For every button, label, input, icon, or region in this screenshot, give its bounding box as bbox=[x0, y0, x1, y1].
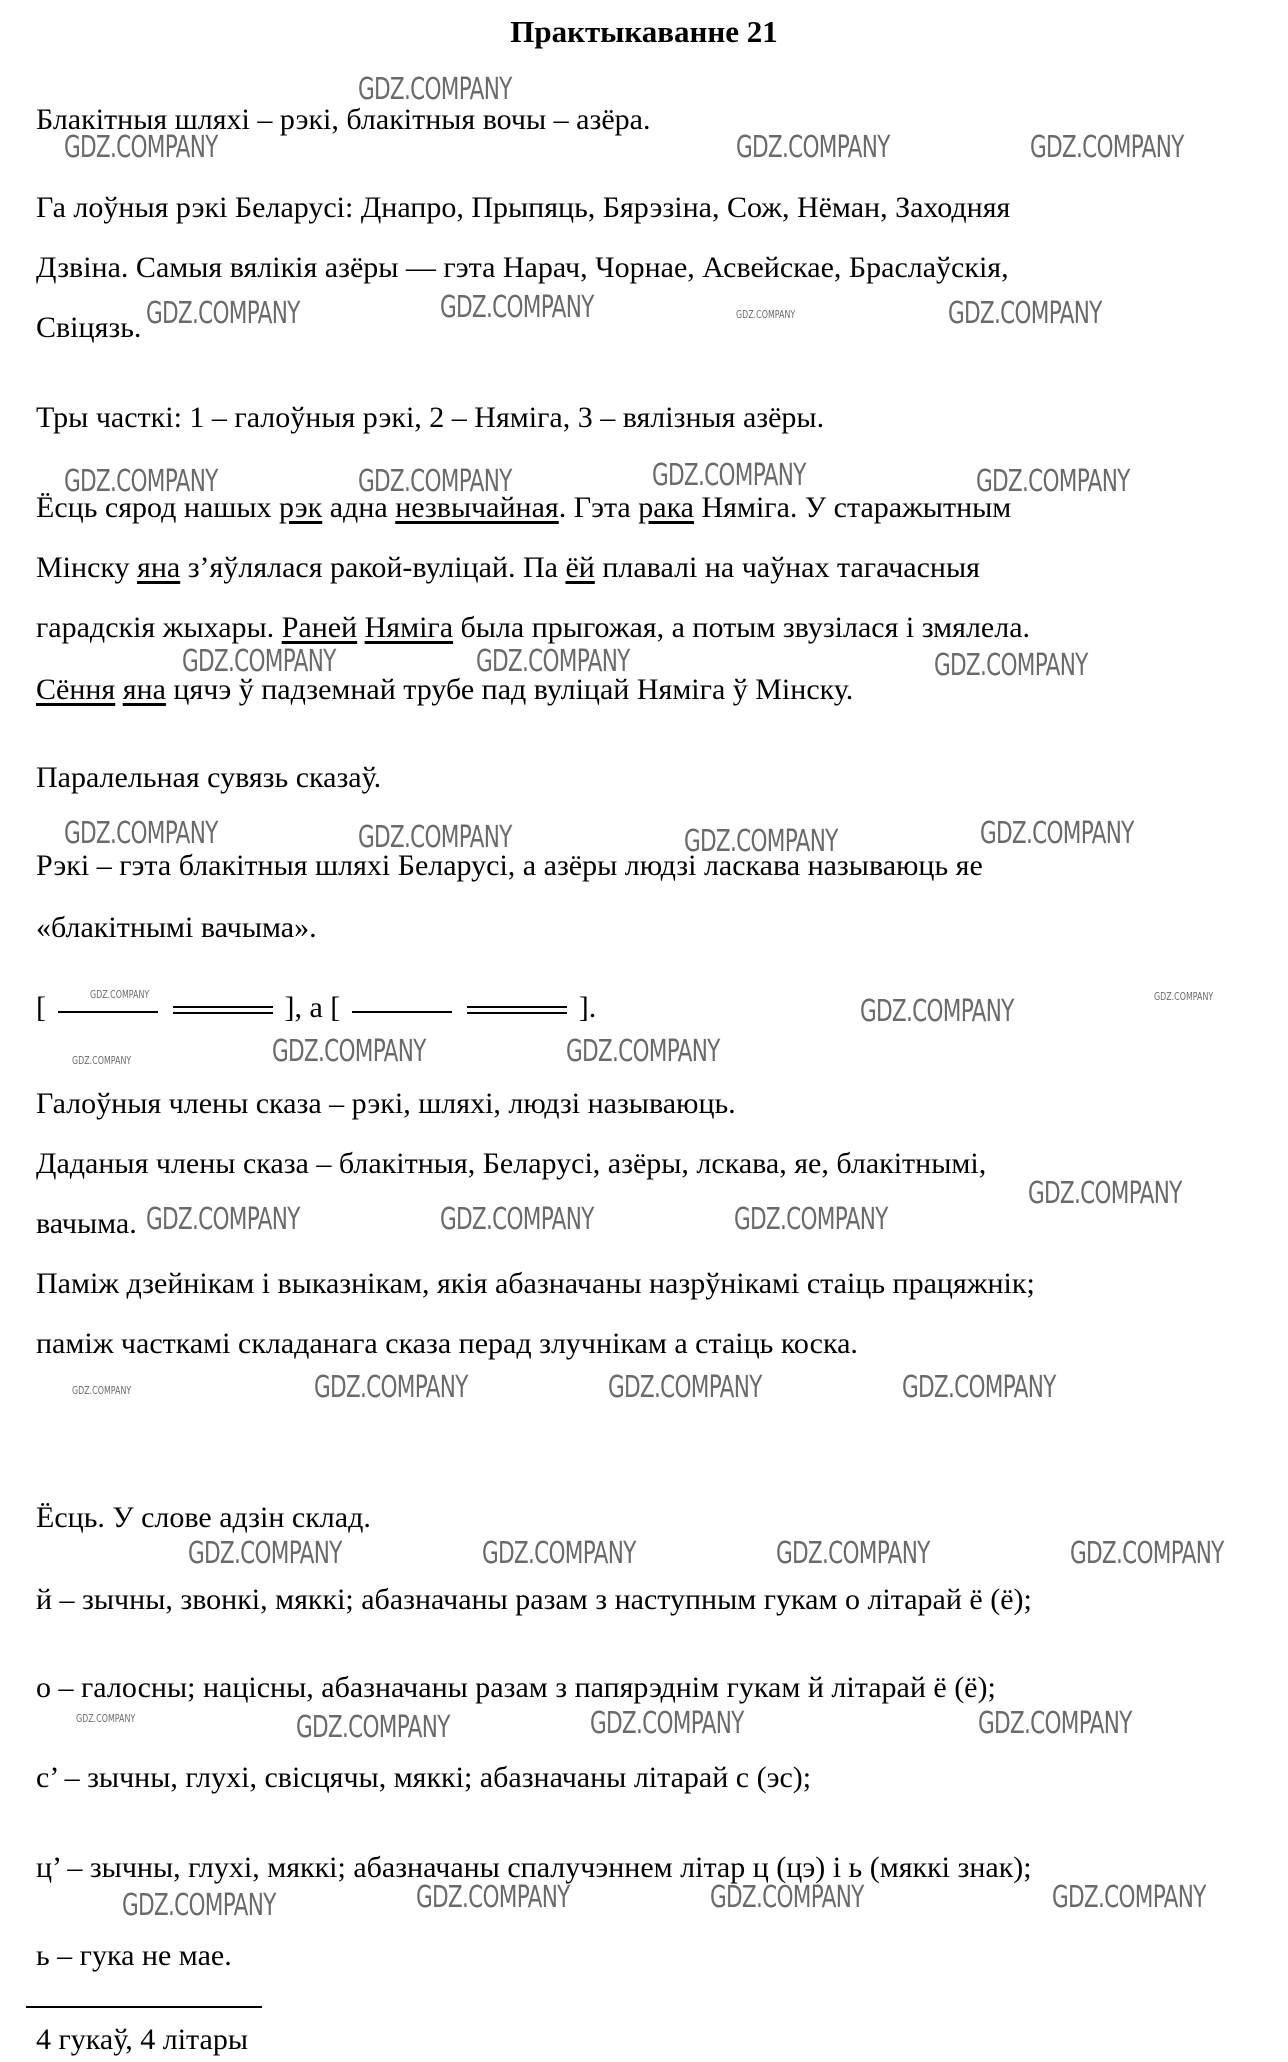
watermark: GDZ.COMPANY bbox=[64, 816, 218, 851]
text-line: Галоўныя члены сказа – рэкі, шляхі, людзі называюць. bbox=[36, 1087, 736, 1120]
watermark: GDZ.COMPANY bbox=[736, 130, 890, 165]
watermark: GDZ.COMPANY bbox=[934, 648, 1088, 683]
watermark: GDZ.COMPANY bbox=[64, 464, 218, 499]
text-line: Паміж дзейнікам і выказнікам, якія абазначаны назрўнікамі стаіць працяжнік; bbox=[36, 1267, 1035, 1300]
text-line: с’ – зычны, глухі, свісцячы, мяккі; абазначаны літарай с (эс); bbox=[36, 1761, 812, 1794]
watermark: GDZ.COMPANY bbox=[146, 296, 300, 331]
watermark: GDZ.COMPANY bbox=[736, 308, 796, 321]
watermark: GDZ.COMPANY bbox=[976, 464, 1130, 499]
underlined-word: рака bbox=[638, 491, 695, 524]
watermark: GDZ.COMPANY bbox=[776, 1536, 930, 1571]
underlined-word: Раней bbox=[281, 611, 358, 644]
watermark: GDZ.COMPANY bbox=[358, 72, 512, 107]
watermark: GDZ.COMPANY bbox=[734, 1202, 888, 1237]
watermark: GDZ.COMPANY bbox=[440, 1202, 594, 1237]
watermark: GDZ.COMPANY bbox=[358, 464, 512, 499]
watermark: GDZ.COMPANY bbox=[608, 1370, 762, 1405]
watermark: GDZ.COMPANY bbox=[476, 644, 630, 679]
text-line: «блакітнымі вачыма». bbox=[36, 911, 317, 944]
watermark: GDZ.COMPANY bbox=[358, 820, 512, 855]
text-line: Га лоўныя рэкі Беларусі: Днапро, Прыпяць, Бярэзіна, Сож, Нёман, Заходняя bbox=[36, 191, 1011, 224]
watermark: GDZ.COMPANY bbox=[684, 824, 838, 859]
watermark: GDZ.COMPANY bbox=[948, 296, 1102, 331]
text-line: Ёсць. У слове адзін склад. bbox=[36, 1501, 371, 1534]
watermark: GDZ.COMPANY bbox=[860, 994, 1014, 1029]
underlined-word: яна bbox=[122, 673, 166, 706]
text-line: о – галосны; націсны, абазначаны разам з папярэднім гукам й літарай ё (ё); bbox=[36, 1671, 996, 1704]
text-line: ц’ – зычны, глухі, мяккі; абазначаны спалучэннем літар ц (цэ) і ь (мяккі знак); bbox=[36, 1851, 1032, 1884]
watermark: GDZ.COMPANY bbox=[652, 458, 806, 493]
subject-line bbox=[352, 1005, 452, 1015]
watermark: GDZ.COMPANY bbox=[590, 1706, 744, 1741]
text-line: гарадскія жыхары. Раней Няміга была прыгожая, а потым звузілася і змялела. bbox=[36, 611, 1031, 644]
text-line: Свіцязь. bbox=[36, 311, 142, 344]
watermark: GDZ.COMPANY bbox=[182, 644, 336, 679]
watermark: GDZ.COMPANY bbox=[1154, 990, 1214, 1003]
watermark: GDZ.COMPANY bbox=[1052, 1880, 1206, 1915]
watermark: GDZ.COMPANY bbox=[72, 1054, 132, 1067]
watermark: GDZ.COMPANY bbox=[710, 1880, 864, 1915]
underlined-word: ёй bbox=[565, 551, 595, 584]
text-line: ь – гука не мае. bbox=[36, 1939, 232, 1972]
text-line: паміж часткамі складанага сказа перад злучнікам а стаіць коска. bbox=[36, 1327, 858, 1360]
predicate-line bbox=[467, 1005, 567, 1015]
text-line: Рэкі – гэта блакітныя шляхі Беларусі, а азёры людзі ласкава называюць яе bbox=[36, 849, 983, 882]
watermark: GDZ.COMPANY bbox=[76, 1712, 136, 1725]
text-line: й – зычны, звонкі, мяккі; абазначаны разам з наступным гукам о літарай ё (ё); bbox=[36, 1583, 1032, 1616]
watermark: GDZ.COMPANY bbox=[122, 1888, 276, 1923]
watermark: GDZ.COMPANY bbox=[416, 1880, 570, 1915]
watermark: GDZ.COMPANY bbox=[146, 1202, 300, 1237]
text-line: Мінску яна з’яўлялася ракой-вуліцай. Па ёй плавалі на чаўнах тагачасныя bbox=[36, 551, 980, 584]
text-line: Тры часткі: 1 – галоўныя рэкі, 2 – Няміга, 3 – вялізныя азёры. bbox=[36, 401, 825, 434]
watermark: GDZ.COMPANY bbox=[272, 1034, 426, 1069]
watermark: GDZ.COMPANY bbox=[188, 1536, 342, 1571]
watermark: GDZ.COMPANY bbox=[296, 1710, 450, 1745]
underlined-word: рэк bbox=[279, 491, 323, 524]
watermark: GDZ.COMPANY bbox=[440, 290, 594, 325]
text-line: Блакітныя шляхі – рэкі, блакітныя вочы – азёра. bbox=[36, 103, 651, 136]
watermark: GDZ.COMPANY bbox=[902, 1370, 1056, 1405]
underlined-word: незвычайная bbox=[395, 491, 559, 524]
watermark: GDZ.COMPANY bbox=[1028, 1176, 1182, 1211]
watermark: GDZ.COMPANY bbox=[980, 816, 1134, 851]
watermark: GDZ.COMPANY bbox=[482, 1536, 636, 1571]
text-line: Паралельная сувязь сказаў. bbox=[36, 761, 382, 794]
watermark: GDZ.COMPANY bbox=[72, 1384, 132, 1397]
text-line: Сёння яна цячэ ў падземнай трубе пад вуліцай Няміга ў Мінску. bbox=[36, 673, 854, 706]
text-line: Ёсць сярод нашых рэк адна незвычайная. Гэта рака Няміга. У старажытным bbox=[36, 491, 1012, 524]
text-line: Даданыя члены сказа – блакітныя, Беларусі, азёры, лскава, яе, блакітнымі, bbox=[36, 1147, 987, 1180]
underlined-word: Няміга bbox=[364, 611, 454, 644]
underlined-word: яна bbox=[137, 551, 181, 584]
watermark: GDZ.COMPANY bbox=[1070, 1536, 1224, 1571]
watermark: GDZ.COMPANY bbox=[566, 1034, 720, 1069]
underlined-word: Сёння bbox=[36, 673, 116, 706]
subject-line bbox=[58, 1005, 158, 1015]
watermark: GDZ.COMPANY bbox=[64, 130, 218, 165]
sentence-scheme: [ ], а [ ]. bbox=[36, 991, 597, 1024]
text-line: вачыма. bbox=[36, 1207, 137, 1240]
watermark: GDZ.COMPANY bbox=[314, 1370, 468, 1405]
watermark: GDZ.COMPANY bbox=[978, 1706, 1132, 1741]
watermark: GDZ.COMPANY bbox=[90, 988, 150, 1001]
watermark: GDZ.COMPANY bbox=[1030, 130, 1184, 165]
predicate-line bbox=[173, 1005, 273, 1015]
text-line: Дзвіна. Самыя вялікія азёры — гэта Нарач, Чорнае, Асвейскае, Браслаўскія, bbox=[36, 251, 1009, 284]
footnote-rule bbox=[26, 2006, 262, 2008]
footnote: 4 гукаў, 4 літары bbox=[36, 2023, 248, 2056]
page-title: Практыкаванне 21 bbox=[510, 14, 778, 49]
